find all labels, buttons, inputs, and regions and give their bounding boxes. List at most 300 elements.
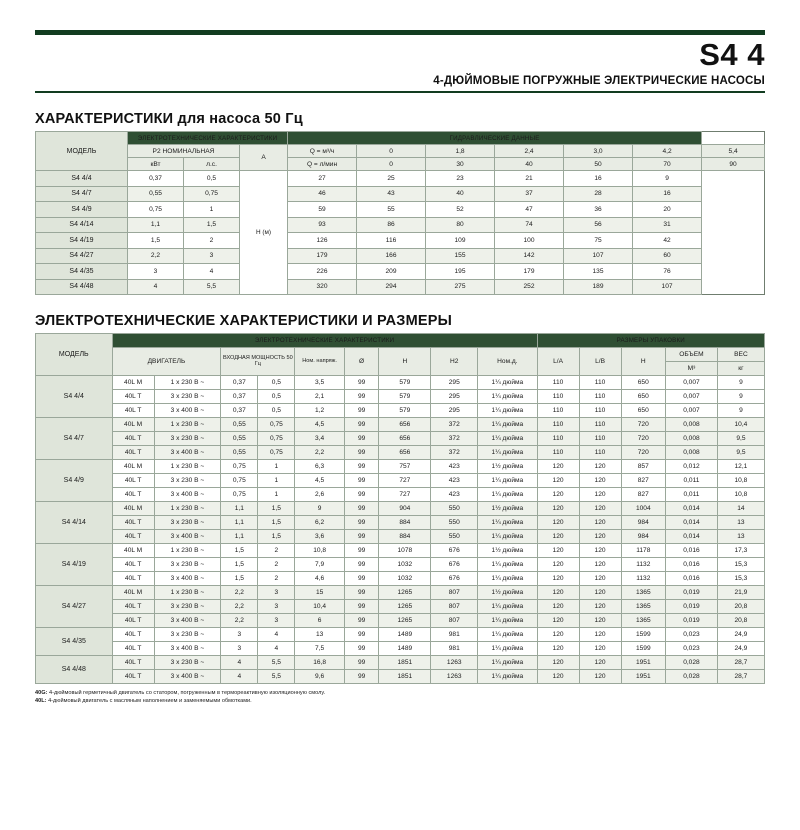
cell-a: 6: [295, 614, 344, 628]
cell-la: 120: [537, 460, 579, 474]
cell-hp: 1,5: [258, 516, 295, 530]
cell-la: 110: [537, 376, 579, 390]
row-model: S4 4/4: [36, 171, 128, 187]
col-nomd-header: Ном.д.: [478, 348, 537, 376]
cell-a: 7,9: [295, 558, 344, 572]
row-kw: 2,2: [128, 248, 184, 264]
cell-weight: 17,3: [717, 544, 764, 558]
row-h-1: 209: [357, 264, 426, 280]
row-h-4: 28: [564, 186, 633, 202]
cell-lb: 110: [579, 404, 621, 418]
cell-volume: 0,014: [666, 516, 718, 530]
cell-diam: 99: [344, 502, 379, 516]
cell-hp: 1: [258, 488, 295, 502]
cell-nomd: 1¼ дюйма: [478, 516, 537, 530]
cell-voltage: 3 x 400 B ~: [154, 530, 221, 544]
table-row: [36, 217, 765, 233]
cell-packh: 720: [621, 418, 665, 432]
cell-h: 1265: [379, 614, 431, 628]
footnote-40g-text: 4-дюймовый герметичный двигатель со статором, погруженным в термореактивную изоляционную смолу.: [47, 690, 326, 696]
row-model: S4 4/27: [36, 248, 128, 264]
cell-diam: 99: [344, 390, 379, 404]
table-row: [36, 600, 765, 614]
row-h-3: 37: [495, 186, 564, 202]
cell-lb: 120: [579, 600, 621, 614]
row-kw: 4: [128, 279, 184, 295]
cell-kw: 1,5: [221, 572, 258, 586]
cell-h2: 676: [431, 572, 478, 586]
row-model: S4 4/9: [36, 202, 128, 218]
cell-hp: 0,75: [258, 418, 295, 432]
table-row: [36, 628, 765, 642]
cell-la: 120: [537, 474, 579, 488]
cell-weight: 24,9: [717, 628, 764, 642]
table-row: [36, 572, 765, 586]
row-h-2: 40: [426, 186, 495, 202]
cell-a: 2,2: [295, 446, 344, 460]
cell-nomd: 1¼ дюйма: [478, 390, 537, 404]
cell-a: 1,2: [295, 404, 344, 418]
cell-h2: 807: [431, 600, 478, 614]
cell-motor: 40L M: [112, 544, 154, 558]
cell-la: 120: [537, 586, 579, 600]
cell-voltage: 3 x 230 B ~: [154, 558, 221, 572]
row-h-0: 93: [288, 217, 357, 233]
cell-packh: 1951: [621, 670, 665, 684]
table-row: [36, 158, 765, 171]
table-row: [36, 656, 765, 670]
cell-h: 1851: [379, 656, 431, 670]
q-m3h-0: 0: [357, 145, 426, 158]
row-hp: 1: [184, 202, 240, 218]
cell-voltage: 3 x 400 B ~: [154, 488, 221, 502]
cell-h2: 372: [431, 418, 478, 432]
cell-motor: 40L M: [112, 418, 154, 432]
row-h-1: 116: [357, 233, 426, 249]
cell-motor: 40L M: [112, 586, 154, 600]
table-row: [36, 334, 765, 348]
cell-h2: 676: [431, 558, 478, 572]
cell-la: 120: [537, 656, 579, 670]
row-h-2: 195: [426, 264, 495, 280]
header-rule-bottom: [35, 91, 765, 93]
cell-nomd: 1¼ дюйма: [478, 614, 537, 628]
cell-lb: 120: [579, 460, 621, 474]
row-model: S4 4/27: [36, 586, 113, 628]
cell-la: 120: [537, 502, 579, 516]
cell-motor: 40L M: [112, 376, 154, 390]
footnote-40l-text: 4-дюймовый двигатель с масляным наполнением и заменяемыми обмотками.: [46, 698, 252, 705]
cell-packh: 720: [621, 446, 665, 460]
cell-h: 1489: [379, 628, 431, 642]
cell-packh: 984: [621, 516, 665, 530]
footnote-40g: [35, 689, 765, 697]
cell-la: 120: [537, 558, 579, 572]
cell-nomd: 1¼ дюйма: [478, 474, 537, 488]
row-model: S4 4/14: [36, 217, 128, 233]
cell-lb: 110: [579, 390, 621, 404]
cell-la: 110: [537, 418, 579, 432]
cell-lb: 110: [579, 446, 621, 460]
cell-h: 1851: [379, 670, 431, 684]
table-row: [36, 248, 765, 264]
table-row: [36, 614, 765, 628]
cell-a: 3,4: [295, 432, 344, 446]
cell-kw: 0,55: [221, 418, 258, 432]
cell-voltage: 1 x 230 B ~: [154, 460, 221, 474]
cell-weight: 28,7: [717, 656, 764, 670]
cell-diam: 99: [344, 572, 379, 586]
cell-h2: 550: [431, 502, 478, 516]
cell-nomd: 1¼ дюйма: [478, 628, 537, 642]
table-row: [36, 186, 765, 202]
cell-voltage: 3 x 400 B ~: [154, 642, 221, 656]
cell-la: 120: [537, 572, 579, 586]
cell-volume: 0,016: [666, 558, 718, 572]
cell-voltage: 1 x 230 B ~: [154, 544, 221, 558]
cell-lb: 110: [579, 376, 621, 390]
row-h-5: 31: [633, 217, 702, 233]
col-hm-label: H (м): [240, 171, 288, 295]
footnote-40l: [35, 697, 765, 705]
cell-a: 3,6: [295, 530, 344, 544]
cell-a: 16,8: [295, 656, 344, 670]
cell-packh: 650: [621, 376, 665, 390]
col-model-header: МОДЕЛЬ: [36, 132, 128, 171]
cell-h: 1489: [379, 642, 431, 656]
cell-nomd: 1¼ дюйма: [478, 376, 537, 390]
cell-hp: 0,5: [258, 404, 295, 418]
row-h-1: 55: [357, 202, 426, 218]
cell-motor: 40L T: [112, 404, 154, 418]
cell-diam: 99: [344, 670, 379, 684]
cell-h2: 1263: [431, 670, 478, 684]
cell-kw: 3: [221, 628, 258, 642]
cell-diam: 99: [344, 516, 379, 530]
table-row: [36, 642, 765, 656]
cell-hp: 2: [258, 572, 295, 586]
cell-packh: 1599: [621, 642, 665, 656]
table-row: [36, 530, 765, 544]
cell-nomd: 1¼ дюйма: [478, 670, 537, 684]
cell-h2: 550: [431, 530, 478, 544]
cell-diam: 99: [344, 642, 379, 656]
row-model: S4 4/48: [36, 279, 128, 295]
cell-diam: 99: [344, 530, 379, 544]
cell-a: 10,4: [295, 600, 344, 614]
q-m3h-4: 4,2: [633, 145, 702, 158]
cell-la: 110: [537, 390, 579, 404]
cell-lb: 120: [579, 544, 621, 558]
cell-h2: 372: [431, 446, 478, 460]
cell-weight: 9: [717, 376, 764, 390]
col-a-header: A: [240, 145, 288, 171]
page-header: [35, 30, 765, 93]
cell-motor: 40L T: [112, 670, 154, 684]
cell-kw: 0,55: [221, 446, 258, 460]
cell-hp: 1,5: [258, 502, 295, 516]
cell-hp: 1,5: [258, 530, 295, 544]
cell-h: 1265: [379, 586, 431, 600]
cell-hp: 0,5: [258, 376, 295, 390]
cell-h: 1032: [379, 558, 431, 572]
cell-voltage: 3 x 230 B ~: [154, 474, 221, 488]
row-hp: 0,75: [184, 186, 240, 202]
cell-a: 3,5: [295, 376, 344, 390]
cell-hp: 2: [258, 544, 295, 558]
group-header-electro: ЭЛЕКТРОТЕХНИЧЕСКИЕ ХАРАКТЕРИСТИКИ: [112, 334, 537, 348]
cell-kw: 0,75: [221, 474, 258, 488]
cell-h: 1078: [379, 544, 431, 558]
row-h-3: 142: [495, 248, 564, 264]
table-row: [36, 446, 765, 460]
cell-h2: 676: [431, 544, 478, 558]
cell-lb: 120: [579, 670, 621, 684]
col-volume-header: ОБЪЕМ: [666, 348, 718, 362]
row-h-4: 36: [564, 202, 633, 218]
cell-hp: 5,5: [258, 656, 295, 670]
table-row: [36, 516, 765, 530]
cell-nomd: 1¼ дюйма: [478, 642, 537, 656]
col-hp-header: л.с.: [184, 158, 240, 171]
row-model: S4 4/7: [36, 418, 113, 460]
cell-weight: 13: [717, 516, 764, 530]
cell-h: 579: [379, 404, 431, 418]
cell-lb: 120: [579, 558, 621, 572]
cell-volume: 0,011: [666, 474, 718, 488]
page-title: S4 4: [699, 37, 765, 72]
cell-kw: 1,1: [221, 516, 258, 530]
cell-motor: 40L M: [112, 460, 154, 474]
cell-kw: 2,2: [221, 600, 258, 614]
row-kw: 0,37: [128, 171, 184, 187]
row-h-3: 47: [495, 202, 564, 218]
cell-nomd: 1½ дюйма: [478, 502, 537, 516]
cell-nomd: 1¼ дюйма: [478, 530, 537, 544]
col-diameter-header: Ø: [344, 348, 379, 376]
row-hp: 1,5: [184, 217, 240, 233]
cell-h: 579: [379, 376, 431, 390]
cell-lb: 120: [579, 516, 621, 530]
row-h-2: 275: [426, 279, 495, 295]
row-h-1: 25: [357, 171, 426, 187]
cell-kw: 1,1: [221, 530, 258, 544]
cell-volume: 0,019: [666, 586, 718, 600]
q-lmin-2: 40: [495, 158, 564, 171]
cell-weight: 20,8: [717, 614, 764, 628]
col-h-header: H: [379, 348, 431, 376]
table-row: [36, 670, 765, 684]
page-body: [35, 111, 765, 705]
q-lmin-4: 70: [633, 158, 702, 171]
row-kw: 0,75: [128, 202, 184, 218]
cell-voltage: 1 x 230 B ~: [154, 376, 221, 390]
q-lmin-0: 0: [357, 158, 426, 171]
cell-diam: 99: [344, 432, 379, 446]
row-h-5: 20: [633, 202, 702, 218]
cell-a: 9: [295, 502, 344, 516]
cell-kw: 4: [221, 670, 258, 684]
cell-weight: 14: [717, 502, 764, 516]
cell-nomd: 1¼ дюйма: [478, 558, 537, 572]
row-model: S4 4/4: [36, 376, 113, 418]
cell-voltage: 3 x 230 B ~: [154, 516, 221, 530]
footnote-40g-key: 40G:: [35, 690, 48, 696]
row-kw: 1,5: [128, 233, 184, 249]
cell-kw: 0,37: [221, 376, 258, 390]
cell-la: 110: [537, 404, 579, 418]
cell-packh: 720: [621, 432, 665, 446]
row-h-0: 59: [288, 202, 357, 218]
cell-hp: 3: [258, 614, 295, 628]
cell-hp: 5,5: [258, 670, 295, 684]
row-hp: 2: [184, 233, 240, 249]
col-volume-unit: М³: [666, 362, 718, 376]
cell-h: 1032: [379, 572, 431, 586]
cell-motor: 40L T: [112, 572, 154, 586]
cell-packh: 1132: [621, 572, 665, 586]
cell-motor: 40L T: [112, 558, 154, 572]
cell-a: 4,6: [295, 572, 344, 586]
cell-h2: 981: [431, 628, 478, 642]
cell-h2: 423: [431, 488, 478, 502]
cell-h: 884: [379, 516, 431, 530]
cell-weight: 9: [717, 390, 764, 404]
row-hp: 5,5: [184, 279, 240, 295]
cell-volume: 0,007: [666, 376, 718, 390]
cell-a: 6,3: [295, 460, 344, 474]
row-hp: 3: [184, 248, 240, 264]
cell-voltage: 3 x 230 B ~: [154, 628, 221, 642]
table-row: [36, 132, 765, 145]
cell-kw: 0,75: [221, 460, 258, 474]
row-model: S4 4/9: [36, 460, 113, 502]
cell-hp: 3: [258, 600, 295, 614]
cell-packh: 1132: [621, 558, 665, 572]
cell-diam: 99: [344, 628, 379, 642]
cell-a: 2,6: [295, 488, 344, 502]
row-h-3: 179: [495, 264, 564, 280]
cell-volume: 0,007: [666, 390, 718, 404]
cell-diam: 99: [344, 488, 379, 502]
cell-packh: 1178: [621, 544, 665, 558]
cell-packh: 1365: [621, 600, 665, 614]
cell-la: 120: [537, 488, 579, 502]
cell-voltage: 1 x 230 B ~: [154, 502, 221, 516]
row-h-5: 76: [633, 264, 702, 280]
cell-volume: 0,008: [666, 446, 718, 460]
row-model: S4 4/35: [36, 264, 128, 280]
cell-hp: 0,75: [258, 446, 295, 460]
cell-lb: 110: [579, 432, 621, 446]
cell-nomd: 1¼ дюйма: [478, 488, 537, 502]
row-model: S4 4/19: [36, 544, 113, 586]
cell-h2: 1263: [431, 656, 478, 670]
cell-diam: 99: [344, 544, 379, 558]
col-q-lmin-header: Q = л/мин: [288, 158, 357, 171]
cell-a: 4,5: [295, 474, 344, 488]
cell-weight: 9,5: [717, 446, 764, 460]
table-row: [36, 558, 765, 572]
col-la-header: L/A: [537, 348, 579, 376]
cell-diam: 99: [344, 376, 379, 390]
cell-a: 4,5: [295, 418, 344, 432]
cell-volume: 0,028: [666, 656, 718, 670]
cell-la: 120: [537, 600, 579, 614]
cell-la: 110: [537, 446, 579, 460]
table-row: [36, 376, 765, 390]
cell-motor: 40L T: [112, 390, 154, 404]
cell-hp: 0,75: [258, 432, 295, 446]
cell-nomd: 1¼ дюйма: [478, 656, 537, 670]
cell-kw: 0,55: [221, 432, 258, 446]
cell-volume: 0,019: [666, 600, 718, 614]
cell-kw: 2,2: [221, 586, 258, 600]
cell-weight: 12,1: [717, 460, 764, 474]
cell-h2: 423: [431, 460, 478, 474]
cell-h: 579: [379, 390, 431, 404]
table-row: [36, 348, 765, 362]
datasheet-page: [0, 30, 800, 830]
cell-packh: 827: [621, 474, 665, 488]
cell-diam: 99: [344, 474, 379, 488]
cell-voltage: 3 x 400 B ~: [154, 614, 221, 628]
footnote-40l-key: 40L:: [35, 698, 47, 705]
cell-nomd: 1¼ дюйма: [478, 446, 537, 460]
cell-h: 656: [379, 418, 431, 432]
cell-volume: 0,012: [666, 460, 718, 474]
group-header-electro: ЭЛЕКТРОТЕХНИЧЕСКИЕ ХАРАКТЕРИСТИКИ: [128, 132, 288, 145]
cell-kw: 2,2: [221, 614, 258, 628]
cell-a: 7,5: [295, 642, 344, 656]
table-row: [36, 502, 765, 516]
row-h-2: 109: [426, 233, 495, 249]
cell-volume: 0,023: [666, 628, 718, 642]
cell-motor: 40L T: [112, 642, 154, 656]
row-h-4: 16: [564, 171, 633, 187]
cell-weight: 10,4: [717, 418, 764, 432]
q-m3h-3: 3,0: [564, 145, 633, 158]
cell-motor: 40L T: [112, 432, 154, 446]
table-row: [36, 474, 765, 488]
cell-h2: 807: [431, 614, 478, 628]
row-kw: 3: [128, 264, 184, 280]
cell-h: 904: [379, 502, 431, 516]
cell-volume: 0,008: [666, 432, 718, 446]
col-lb-header: L/B: [579, 348, 621, 376]
cell-a: 2,1: [295, 390, 344, 404]
cell-packh: 1365: [621, 614, 665, 628]
cell-nomd: 1¼ дюйма: [478, 572, 537, 586]
cell-volume: 0,014: [666, 502, 718, 516]
cell-weight: 10,8: [717, 488, 764, 502]
col-q-m3h-header: Q = м³/ч: [288, 145, 357, 158]
cell-lb: 120: [579, 572, 621, 586]
row-h-1: 166: [357, 248, 426, 264]
cell-diam: 99: [344, 586, 379, 600]
cell-motor: 40L M: [112, 502, 154, 516]
cell-kw: 0,75: [221, 488, 258, 502]
row-model: S4 4/7: [36, 186, 128, 202]
cell-weight: 15,3: [717, 572, 764, 586]
cell-h: 884: [379, 530, 431, 544]
row-h-0: 179: [288, 248, 357, 264]
cell-h: 656: [379, 432, 431, 446]
cell-nomd: 1½ дюйма: [478, 544, 537, 558]
cell-h2: 981: [431, 642, 478, 656]
cell-motor: 40L T: [112, 600, 154, 614]
cell-motor: 40L T: [112, 516, 154, 530]
